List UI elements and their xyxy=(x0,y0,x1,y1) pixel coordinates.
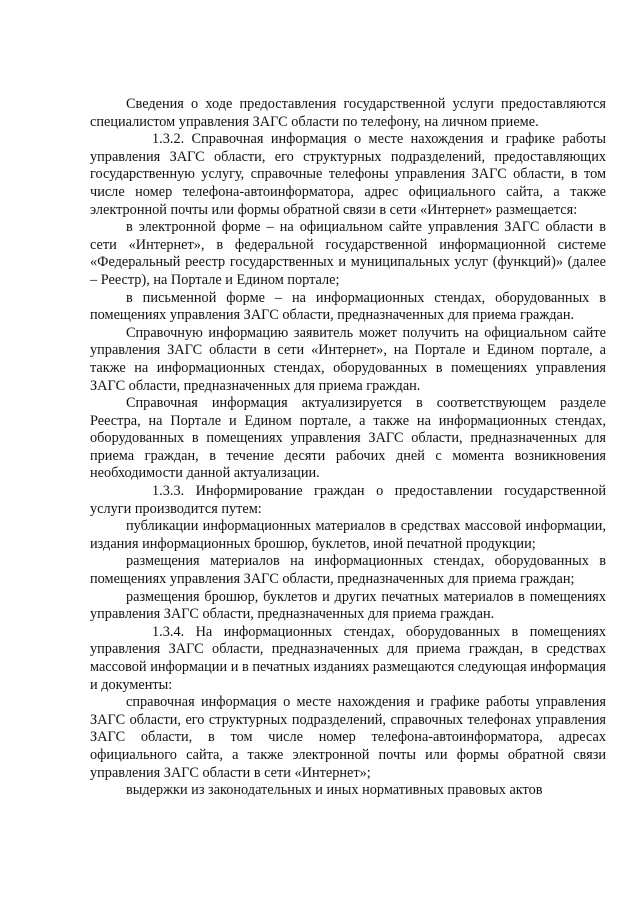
paragraph-1-3-4: 1.3.4. На информационных стендах, оборудованных в помещениях управления ЗАГС области, предназначенных для приема граждан, в средствах массовой информации и в печатных изданиях размещаются следующая информация и документы: xyxy=(90,623,606,693)
paragraph-reference-info: Справочную информацию заявитель может получить на официальном сайте управления ЗАГС области в сети «Интернет», на Портале и Едином портале, а также на информационных стендах, оборудованных в помещениях управления ЗАГС области, предназначенных для приема граждан. xyxy=(90,324,606,394)
paragraph-actualization: Справочная информация актуализируется в соответствующем разделе Реестра, на Портале и Едином портале, а также на информационных стендах, оборудованных в помещениях управления ЗАГС области, предназначенных для приема граждан, в течение десяти рабочих дней с момента возникновения необходимости данной актуализации. xyxy=(90,395,606,482)
paragraph-1-3-3: 1.3.3. Информирование граждан о предоставлении государственной услуги производится путем: xyxy=(90,483,606,517)
paragraph-1-3-2: 1.3.2. Справочная информация о месте нахождения и графике работы управления ЗАГС области, его структурных подразделений, предоставляющих государственную услугу, справочные телефоны управления ЗАГС области, в том числе номер телефона-автоинформатора, адрес официального сайта, а также электронной почты или формы обратной связи в сети «Интернет» размещается: xyxy=(90,131,606,218)
paragraph-stands: размещения материалов на информационных стендах, оборудованных в помещениях управления ЗАГС области, предназначенных для приема граждан; xyxy=(90,553,606,588)
paragraph-electronic-form: в электронной форме – на официальном сайте управления ЗАГС области в сети «Интернет», в федеральной государственной информационной системе «Федеральный реестр государственных и муниципальных услуг (функций)» (далее – Реестр), на Портале и Едином портале; xyxy=(90,219,606,288)
document-body xyxy=(90,96,606,800)
paragraph-excerpts: выдержки из законодательных и иных нормативных правовых актов xyxy=(126,782,543,799)
paragraph-publication: публикации информационных материалов в средствах массовой информации, издания информационных брошюр, буклетов, иной печатной продукции; xyxy=(90,518,606,552)
paragraph-status-info: Сведения о ходе предоставления государственной услуги предоставляются специалистом управления ЗАГС области по телефону, на личном приеме. xyxy=(90,96,606,130)
paragraph-reference-location: справочная информация о месте нахождения и графике работы управления ЗАГС области, его структурных подразделений, справочных телефонах управления ЗАГС области, в том числе номер телефона-автоинформатора, адресах официального сайта, а также электронной почты или формы обратной связи управления ЗАГС области в сети «Интернет»; xyxy=(90,694,606,781)
paragraph-brochures: размещения брошюр, буклетов и других печатных материалов в помещениях управления ЗАГС области, предназначенных для приема граждан. xyxy=(90,588,606,623)
paragraph-written-form: в письменной форме – на информационных стендах, оборудованных в помещениях управления ЗАГС области, предназначенных для приема граждан. xyxy=(90,289,606,324)
